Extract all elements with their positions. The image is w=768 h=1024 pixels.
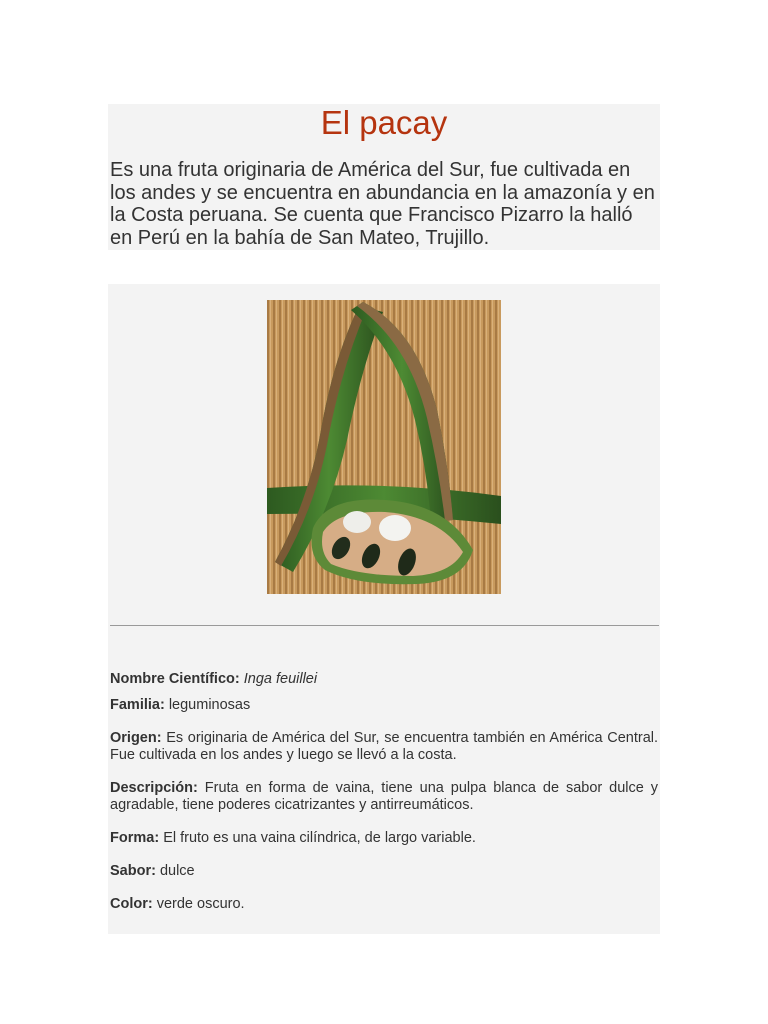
fact-value: El fruto es una vaina cilíndrica, de largo variable. — [163, 830, 476, 846]
fact-label: Descripción: — [110, 780, 198, 796]
fact-value: Es originaria de América del Sur, se encuentra también en América Central. Fue cultivada en los andes y luego se llevó a la costa. — [110, 730, 659, 763]
fact-value: Fruta en forma de vaina, tiene una pulpa blanca de sabor dulce y agradable, tiene poderes cicatrizantes y antirreumáticos. — [110, 780, 658, 813]
fact-scientific-name — [110, 671, 658, 688]
fact-family — [110, 697, 658, 714]
fact-label: Sabor: — [110, 863, 156, 879]
fact-value: leguminosas — [168, 697, 251, 713]
fact-origin — [110, 730, 658, 764]
fact-label: Forma: — [110, 830, 160, 846]
fact-label: Nombre Científico: — [110, 671, 240, 687]
page-title: El pacay — [320, 104, 448, 141]
fact-shape — [110, 830, 658, 847]
fact-value: dulce — [159, 863, 195, 879]
intro-paragraph: Es una fruta originaria de América del Sur, fue cultivada en los andes y se encuentra en abundancia en la amazonía y en la Costa peruana. Se cuenta que Francisco Pizarro la halló en Perú en la bahía de San Mateo, Trujillo. — [110, 159, 655, 249]
divider — [110, 625, 659, 626]
fact-label: Origen: — [110, 730, 162, 746]
pacay-photo — [267, 300, 501, 594]
fact-description — [110, 780, 658, 814]
fact-flavor — [110, 863, 658, 880]
fact-value: verde oscuro. — [156, 896, 245, 912]
fact-label: Familia: — [110, 697, 165, 713]
fact-list — [110, 671, 658, 913]
fact-value: Inga feuillei — [243, 671, 318, 687]
fact-color — [110, 896, 658, 913]
fact-label: Color: — [110, 896, 153, 912]
